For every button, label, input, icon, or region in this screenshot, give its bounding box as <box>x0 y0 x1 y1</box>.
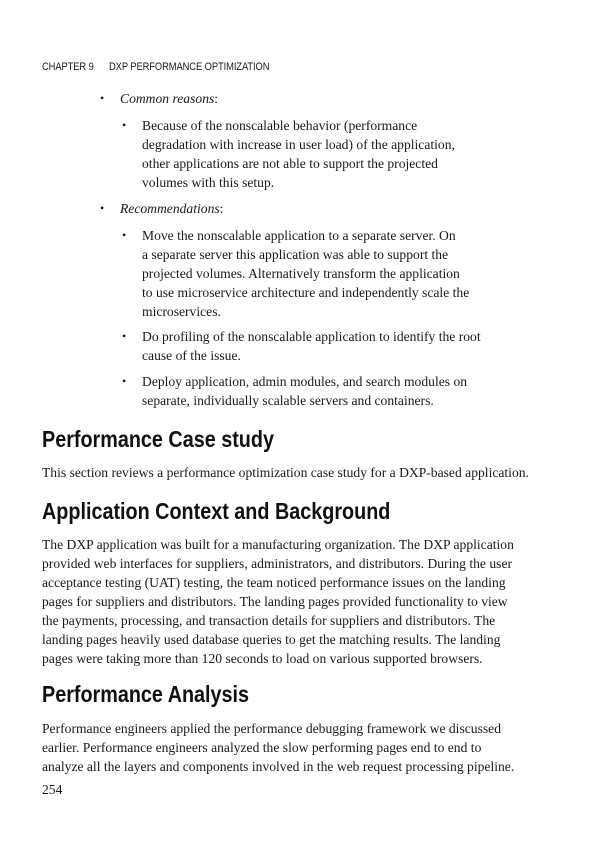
bullet-icon: • <box>122 228 127 242</box>
paragraph-line: landing pages heavily used database queries to get the matching results. The landing <box>42 632 501 647</box>
paragraph-line: analyze all the layers and components involved in the web request processing pipeline. <box>42 759 515 774</box>
bullet-icon: • <box>122 118 127 132</box>
paragraph-line: pages were taking more than 120 seconds to load on various supported browsers. <box>42 651 483 666</box>
list-item-line: a separate server this application was able to support the <box>142 247 449 262</box>
list-item-line: Move the nonscalable application to a separate server. On <box>142 228 456 243</box>
list-item-line: Deploy application, admin modules, and search modules on <box>142 374 468 389</box>
page-number: 254 <box>42 782 63 797</box>
common-reasons-label: Common reasons <box>120 91 215 106</box>
paragraph-line: provided web interfaces for suppliers, administrators, and distributors. During the user <box>42 556 513 571</box>
section-heading: Performance Case study <box>42 426 274 452</box>
colon: : <box>219 201 224 216</box>
list-item-line: microservices. <box>142 304 221 319</box>
paragraph-line: Performance engineers applied the performance debugging framework we discussed <box>42 721 501 736</box>
section-heading: Application Context and Background <box>42 498 391 524</box>
bullet-icon: • <box>122 374 127 388</box>
list-item-line: to use microservice architecture and independently scale the <box>142 285 470 300</box>
chapter-title: DXP PERFORMANCE OPTIMIZATION <box>109 61 270 73</box>
colon: : <box>214 91 219 106</box>
section-heading: Performance Analysis <box>42 681 250 707</box>
running-header <box>42 61 269 73</box>
bullet-icon: • <box>100 201 105 215</box>
chapter-number: CHAPTER 9 <box>42 61 94 73</box>
list-item-line: cause of the issue. <box>142 348 241 363</box>
paragraph-line: acceptance testing (UAT) testing, the team noticed performance issues on the landing <box>42 575 506 590</box>
list-item-line: projected volumes. Alternatively transform the application <box>142 266 460 281</box>
list-item-label <box>120 199 223 218</box>
list-item-line: Because of the nonscalable behavior (performance <box>142 118 418 133</box>
paragraph-line: the payments, processing, and transaction details for suppliers and distributors. The <box>42 613 496 628</box>
paragraph-line: This section reviews a performance optimization case study for a DXP-based application. <box>42 465 529 480</box>
list-item-line: separate, individually scalable servers and containers. <box>142 393 434 408</box>
paragraph-line: The DXP application was built for a manufacturing organization. The DXP application <box>42 537 514 552</box>
list-item-line: Do profiling of the nonscalable application to identify the root <box>142 329 481 344</box>
list-item-label <box>120 89 218 108</box>
recommendations-label: Recommendations <box>120 201 220 216</box>
list-item-line: degradation with increase in user load) of the application, <box>142 137 455 152</box>
list-item-line: other applications are not able to support the projected <box>142 156 438 171</box>
list-item-line: volumes with this setup. <box>142 175 275 190</box>
bullet-icon: • <box>122 329 127 343</box>
bullet-icon: • <box>100 91 105 105</box>
paragraph-line: pages for suppliers and distributors. The landing pages provided functionality to view <box>42 594 508 609</box>
paragraph-line: earlier. Performance engineers analyzed the slow performing pages end to end to <box>42 740 482 755</box>
